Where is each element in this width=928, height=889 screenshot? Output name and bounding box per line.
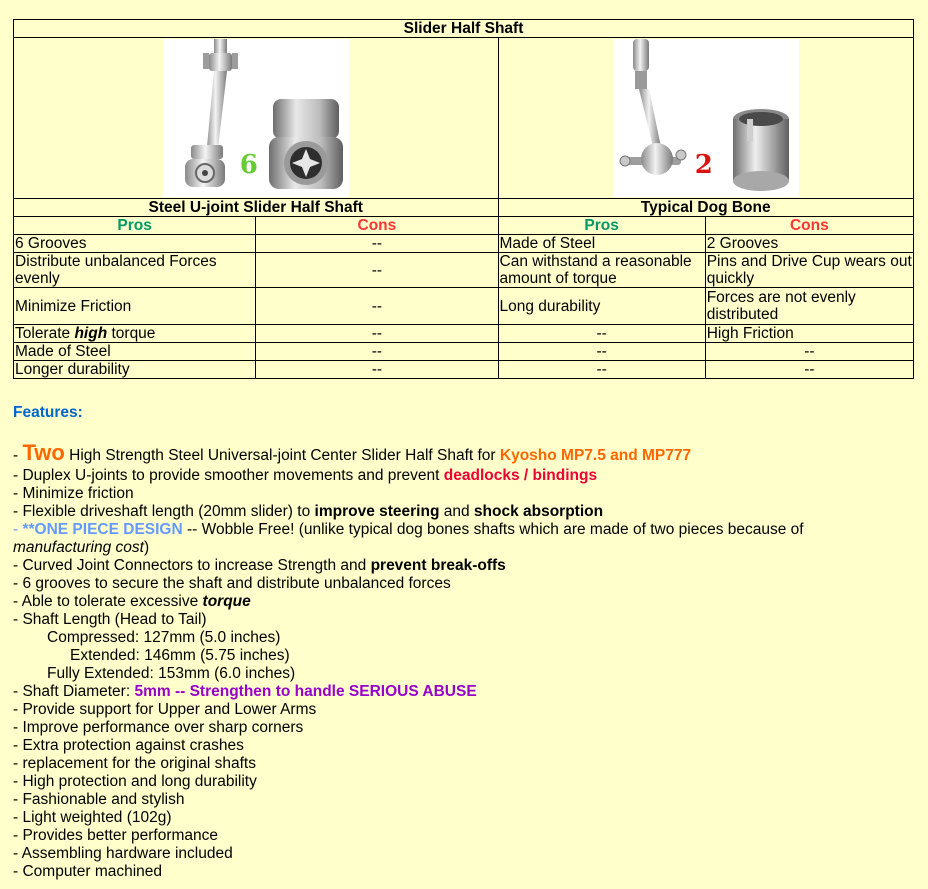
feature-item: [13, 683, 913, 701]
feature-item: - Computer machined: [13, 863, 163, 880]
feature-item: - replacement for the original shafts: [13, 755, 256, 772]
u-joint-photo-cell: [14, 38, 499, 199]
u-joint-pros-header: Pros: [14, 217, 256, 235]
dog-bone-con: --: [705, 343, 913, 361]
dog-bone-pro: --: [498, 361, 705, 379]
u-joint-pro-text-end: torque: [107, 325, 156, 342]
feature-text: - Able to tolerate excessive: [13, 593, 203, 610]
u-joint-pro: 6 Grooves: [14, 235, 256, 253]
feature-text: -- Wobble Free! (unlike typical dog bones shafts which are made of two pieces because of: [182, 521, 804, 538]
u-joint-con: --: [256, 288, 498, 325]
feature-bold: improve steering: [314, 503, 440, 520]
feature-item: - Assembling hardware included: [13, 845, 233, 862]
feature-item: [13, 467, 913, 485]
features-section: [13, 404, 913, 881]
feature-item: - Minimize friction: [13, 485, 134, 502]
feature-item: [13, 442, 913, 467]
feature-item: - Shaft Length (Head to Tail): [13, 611, 207, 628]
table-row: [14, 343, 914, 361]
dog-bone-con: --: [705, 361, 913, 379]
feature-item-continued: [13, 539, 913, 557]
feature-item: - Provide support for Upper and Lower Arms: [13, 701, 317, 718]
u-joint-shaft-photo: [163, 39, 349, 197]
dog-bone-pro: Made of Steel: [498, 235, 705, 253]
feature-dash: -: [13, 447, 23, 464]
u-joint-pro: Minimize Friction: [14, 288, 256, 325]
feature-bold-italic: torque: [202, 593, 251, 610]
u-joint-pro: Longer durability: [14, 361, 256, 379]
feature-item: - 6 grooves to secure the shaft and distribute unbalanced forces: [13, 575, 451, 592]
u-joint-pro: Distribute unbalanced Forces evenly: [14, 253, 256, 288]
feature-text: - Flexible driveshaft length (20mm slider) to: [13, 503, 315, 520]
features-title: Features:: [13, 404, 83, 421]
u-joint-pro: Made of Steel: [14, 343, 256, 361]
dog-bone-pro: Long durability: [498, 288, 705, 325]
feature-text: - Curved Joint Connectors to increase Strength and: [13, 557, 371, 574]
feature-purple-highlight: 5mm -- Strengthen to handle: [134, 683, 349, 700]
feature-bold: shock absorption: [473, 503, 604, 520]
feature-dash: -: [13, 521, 23, 538]
u-joint-heading: Steel U-joint Slider Half Shaft: [14, 199, 499, 217]
u-joint-con: --: [256, 325, 498, 343]
feature-text: ): [143, 539, 150, 556]
shaft-length-fully-extended: Fully Extended: 153mm (6.0 inches): [47, 665, 296, 682]
feature-purple-highlight: SERIOUS ABUSE: [348, 683, 477, 700]
u-joint-con: --: [256, 235, 498, 253]
feature-two-highlight: Two: [22, 440, 65, 465]
feature-text: - Duplex U-joints to provide smoother movements and prevent: [13, 467, 444, 484]
dog-bone-pro: --: [498, 325, 705, 343]
table-title: Slider Half Shaft: [14, 20, 914, 38]
feature-item: - Light weighted (102g): [13, 809, 172, 826]
u-joint-quantity-label: 6: [239, 150, 258, 180]
table-row: [14, 288, 914, 325]
feature-item: - Improve performance over sharp corners: [13, 719, 304, 736]
table-row: [14, 361, 914, 379]
shaft-length-compressed: Compressed: 127mm (5.0 inches): [47, 629, 281, 646]
feature-item: [13, 521, 913, 539]
dog-bone-heading: Typical Dog Bone: [498, 199, 914, 217]
u-joint-con: --: [256, 343, 498, 361]
dog-bone-con: Pins and Drive Cup wears out quickly: [706, 253, 912, 287]
dog-bone-con: 2 Grooves: [705, 235, 913, 253]
u-joint-pro-text: Tolerate: [15, 325, 75, 342]
feature-item: - High protection and long durability: [13, 773, 257, 790]
u-joint-pro: [14, 325, 256, 343]
comparison-table: [13, 19, 914, 379]
feature-italic: manufacturing cost: [13, 539, 144, 556]
table-row: [14, 253, 914, 288]
feature-red-highlight: deadlocks / bindings: [443, 467, 598, 484]
feature-item: [13, 557, 913, 575]
table-row: [14, 325, 914, 343]
u-joint-cons-header: Cons: [256, 217, 498, 235]
feature-bold: prevent break-offs: [370, 557, 506, 574]
feature-brand-highlight: Kyosho MP7.5 and MP777: [499, 447, 692, 464]
feature-text: - Shaft Diameter:: [13, 683, 135, 700]
dog-bone-quantity-label: 2: [694, 150, 713, 180]
dog-bone-con: High Friction: [705, 325, 913, 343]
feature-item: [13, 503, 913, 521]
dog-bone-pros-header: Pros: [498, 217, 705, 235]
dog-bone-cons-header: Cons: [705, 217, 913, 235]
feature-text: and: [439, 503, 474, 520]
feature-blue-highlight: **ONE PIECE DESIGN: [22, 521, 183, 538]
feature-item: [13, 593, 913, 611]
dog-bone-pro: Can withstand a reasonable amount of torque: [498, 253, 705, 288]
u-joint-pro-emphasis: high: [74, 325, 108, 342]
dog-bone-photo-cell: [498, 38, 914, 199]
feature-item: - Extra protection against crashes: [13, 737, 244, 754]
feature-item: - Fashionable and stylish: [13, 791, 185, 808]
table-row: [14, 235, 914, 253]
dog-bone-pro: --: [498, 343, 705, 361]
dog-bone-photo: [613, 39, 799, 197]
shaft-length-extended: Extended: 146mm (5.75 inches): [70, 647, 290, 664]
u-joint-con: --: [256, 361, 498, 379]
u-joint-con: --: [256, 253, 498, 288]
feature-text: High Strength Steel Universal-joint Center Slider Half Shaft for: [64, 447, 500, 464]
feature-item: - Provides better performance: [13, 827, 219, 844]
dog-bone-con: Forces are not evenly distributed: [705, 288, 913, 325]
